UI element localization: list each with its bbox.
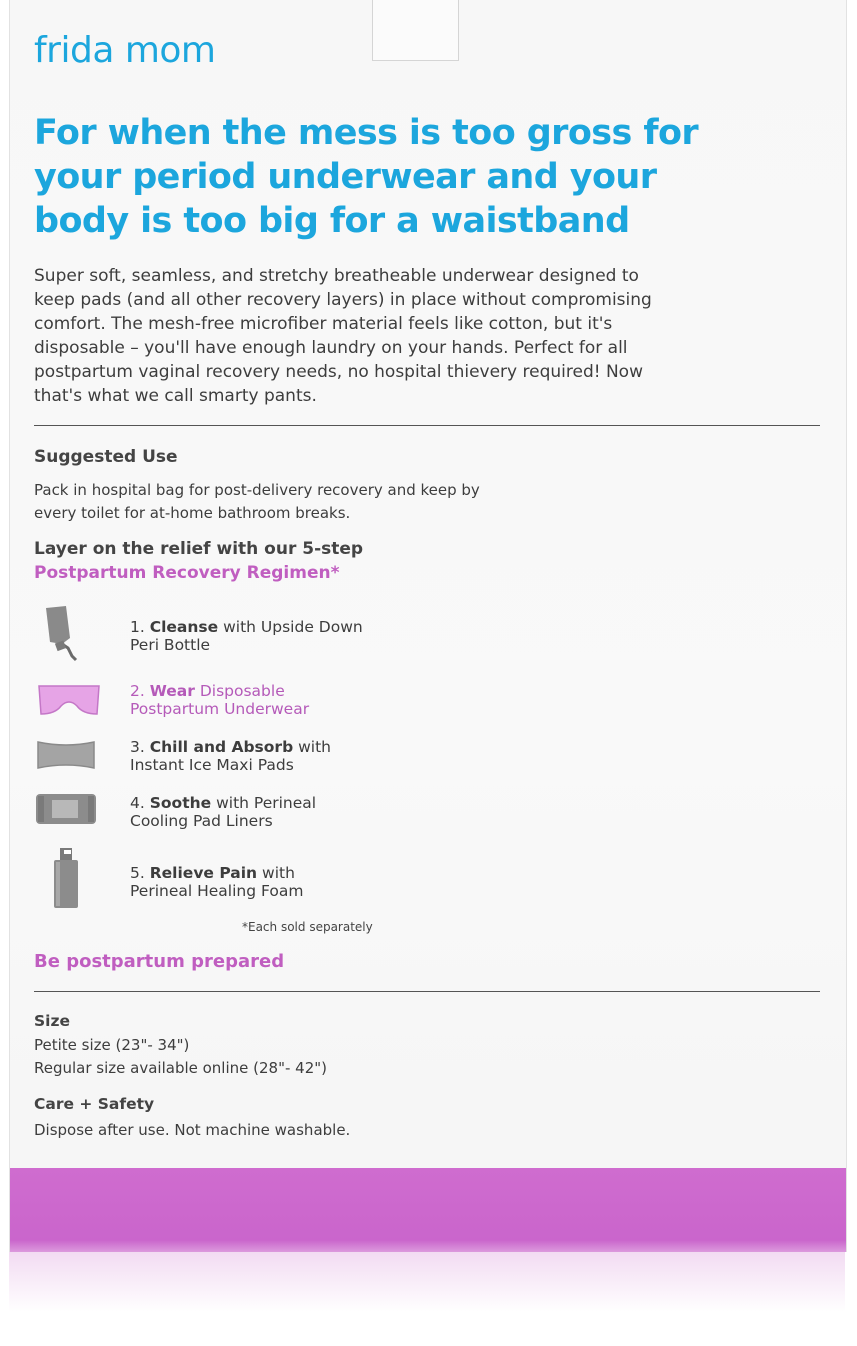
care-heading: Care + Safety — [34, 1095, 155, 1113]
step-action: Wear — [149, 682, 195, 700]
intro-line: postpartum vaginal recovery needs, no hospital thievery required! Now — [34, 362, 643, 382]
band-highlight — [10, 1240, 846, 1252]
step-number: 5. — [130, 864, 145, 882]
intro-paragraph — [34, 264, 824, 408]
care-text — [34, 1119, 350, 1142]
divider — [34, 425, 820, 426]
suggested-use-heading: Suggested Use — [34, 447, 178, 467]
intro-line: that's what we call smarty pants. — [34, 386, 317, 406]
intro-line: comfort. The mesh-free microfiber material feels like cotton, but it's — [34, 314, 613, 334]
step-text-line2: Perineal Healing Foam — [130, 882, 304, 900]
intro-line: keep pads (and all other recovery layers) in place without compromising — [34, 290, 652, 310]
brand-logo: frida mom — [34, 30, 216, 71]
step-text: with Upside Down — [218, 618, 363, 636]
regimen-step-1 — [130, 618, 363, 654]
regimen-heading: Layer on the relief with our 5-step — [34, 539, 364, 559]
intro-line: disposable – you'll have enough laundry on your hands. Perfect for all — [34, 338, 628, 358]
step-text-line2: Instant Ice Maxi Pads — [130, 756, 294, 774]
regimen-subheading: Postpartum Recovery Regimen* — [34, 563, 340, 583]
step-number: 2. — [130, 682, 145, 700]
step-text: with — [293, 738, 331, 756]
divider — [34, 991, 820, 992]
step-number: 4. — [130, 794, 145, 812]
step-number: 3. — [130, 738, 145, 756]
suggested-use-line: Pack in hospital bag for post-delivery recovery and keep by — [34, 481, 480, 499]
step-action: Soothe — [149, 794, 212, 812]
suggested-use-text — [34, 479, 480, 525]
step-text-line2: Postpartum Underwear — [130, 700, 310, 718]
step-action: Cleanse — [149, 618, 219, 636]
headline — [34, 111, 814, 243]
regimen-step-2 — [130, 682, 309, 718]
tagline: Be postpartum prepared — [34, 951, 285, 972]
step-text: with — [257, 864, 295, 882]
step-action: Relieve Pain — [149, 864, 258, 882]
pad-liner-icon — [34, 790, 98, 828]
headline-line: your period underwear and your — [34, 157, 657, 197]
step-text: with Perineal — [211, 794, 317, 812]
headline-line: For when the mess is too gross for — [34, 113, 699, 153]
foam-can-icon — [50, 846, 84, 910]
step-text-line2: Cooling Pad Liners — [130, 812, 273, 830]
package-back-panel — [9, 0, 847, 1252]
step-number: 1. — [130, 618, 145, 636]
suggested-use-line: every toilet for at-home bathroom breaks. — [34, 504, 351, 522]
footnote: *Each sold separately — [242, 920, 373, 934]
underwear-icon — [37, 684, 101, 718]
peri-bottle-icon — [40, 604, 90, 664]
box-top-flap — [372, 0, 459, 61]
headline-line: body is too big for a waistband — [34, 201, 630, 241]
regimen-step-3 — [130, 738, 331, 774]
step-text-line2: Peri Bottle — [130, 636, 211, 654]
step-action: Chill and Absorb — [149, 738, 294, 756]
size-heading: Size — [34, 1012, 71, 1030]
size-line: Petite size (23"- 34") — [34, 1036, 190, 1054]
surface-reflection — [9, 1252, 845, 1312]
regimen-step-5 — [130, 864, 303, 900]
intro-line: Super soft, seamless, and stretchy breatheable underwear designed to — [34, 266, 639, 286]
maxi-pad-icon — [34, 738, 98, 772]
size-text — [34, 1034, 327, 1080]
step-text: Disposable — [194, 682, 285, 700]
regimen-step-4 — [130, 794, 316, 830]
size-line: Regular size available online (28"- 42") — [34, 1059, 328, 1077]
care-line: Dispose after use. Not machine washable. — [34, 1121, 351, 1139]
